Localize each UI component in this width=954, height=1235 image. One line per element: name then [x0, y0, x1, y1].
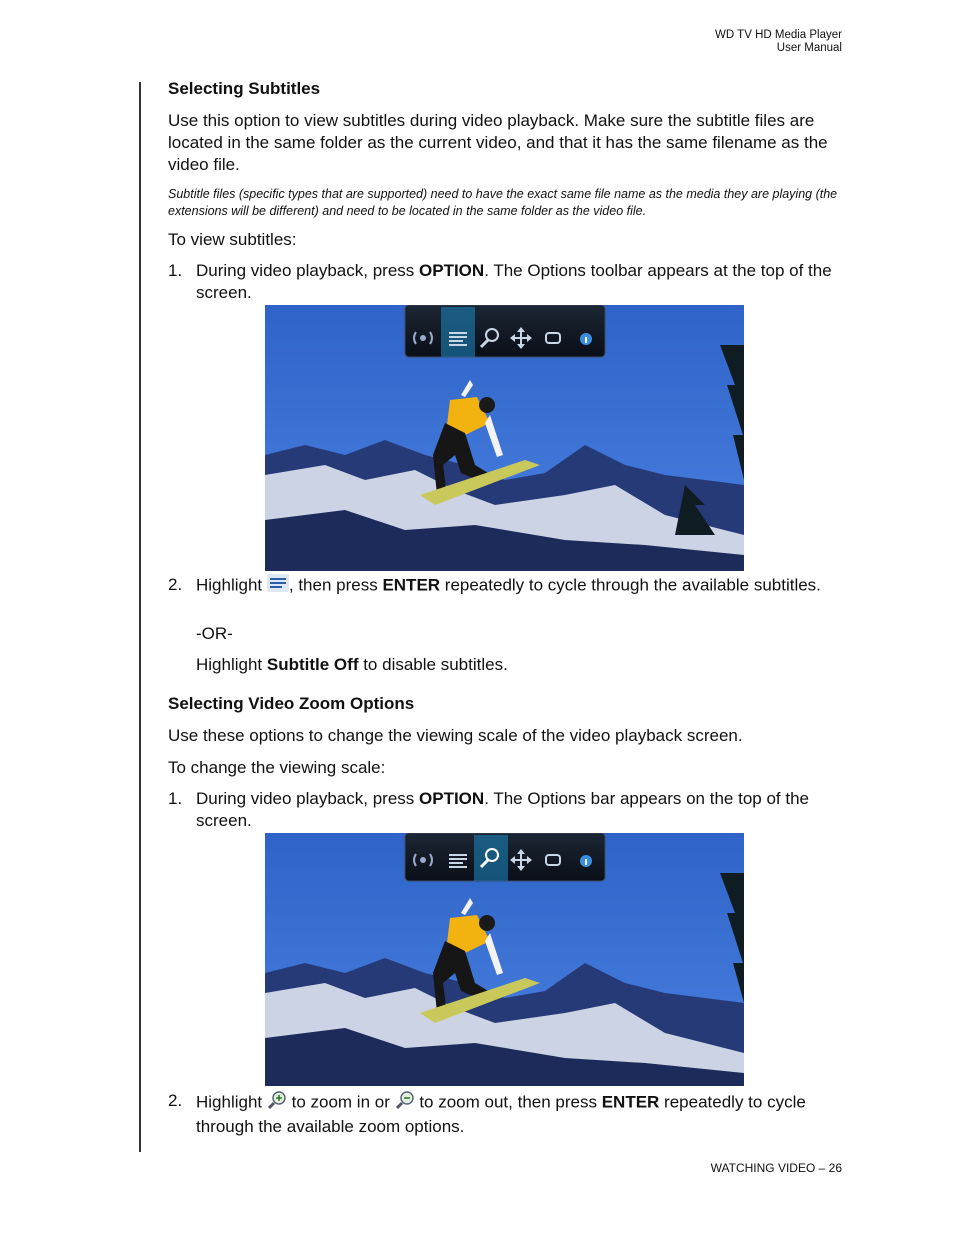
option-key: OPTION — [419, 261, 485, 280]
enter-key: ENTER — [382, 575, 441, 595]
header-title: WD TV HD Media Player — [715, 29, 842, 41]
step-number: 1. — [168, 261, 183, 280]
subtitles-note: Subtitle files (specific types that are supported) need to have the exact same file name as the media they are playing (the extensions will be different) and need to be located in the same folder as the video file. — [168, 187, 838, 218]
subtitle-off-label: Subtitle Off — [266, 655, 359, 674]
option-key: OPTION — [419, 789, 485, 808]
header-subtitle: User Manual — [776, 42, 842, 54]
section-title-subtitles: Selecting Subtitles — [168, 79, 321, 98]
step-number: 2. — [168, 1091, 183, 1110]
subtitle-off-instruction: Highlight Subtitle Off to disable subtitles. — [196, 655, 508, 674]
zoom-out-icon — [395, 1090, 415, 1116]
zoom-step2: Highlight to zoom in or to zoom out, then press ENTER repeatedly to cycle through the available zoom options. — [196, 1090, 856, 1138]
page-footer: WATCHING VIDEO – 26 — [710, 1161, 842, 1175]
zoom-in-icon — [267, 1090, 287, 1116]
subtitle-icon — [267, 574, 289, 598]
zoom-intro: Use these options to change the viewing scale of the video playback screen. — [168, 726, 743, 745]
margin-rule — [139, 82, 141, 1152]
info-icon — [580, 855, 592, 867]
options-toolbar — [405, 833, 605, 881]
enter-key: ENTER — [601, 1092, 660, 1112]
page-header — [715, 29, 842, 55]
or-separator: -OR- — [196, 624, 233, 643]
subtitles-step1: During video playback, press OPTION. The Options toolbar appears at the top of the screen. — [196, 261, 832, 302]
screenshot-subtitles — [265, 305, 744, 571]
subtitles-lead: To view subtitles: — [168, 230, 297, 249]
options-toolbar — [405, 305, 605, 357]
step-number: 2. — [168, 575, 183, 594]
subtitles-step2: Highlight , then press ENTER repeatedly to cycle through the available subtitles. — [196, 574, 856, 598]
subtitles-intro: Use this option to view subtitles during video playback. Make sure the subtitle files are located in the same folder as the current video, and that it has the same filename as the video file. — [168, 111, 828, 174]
info-icon — [580, 333, 592, 345]
section-title-zoom: Selecting Video Zoom Options — [168, 694, 415, 713]
screenshot-zoom — [265, 833, 744, 1086]
zoom-lead: To change the viewing scale: — [168, 758, 386, 777]
step-number: 1. — [168, 789, 183, 808]
zoom-step1: During video playback, press OPTION. The Options bar appears on the top of the screen. — [196, 789, 809, 830]
